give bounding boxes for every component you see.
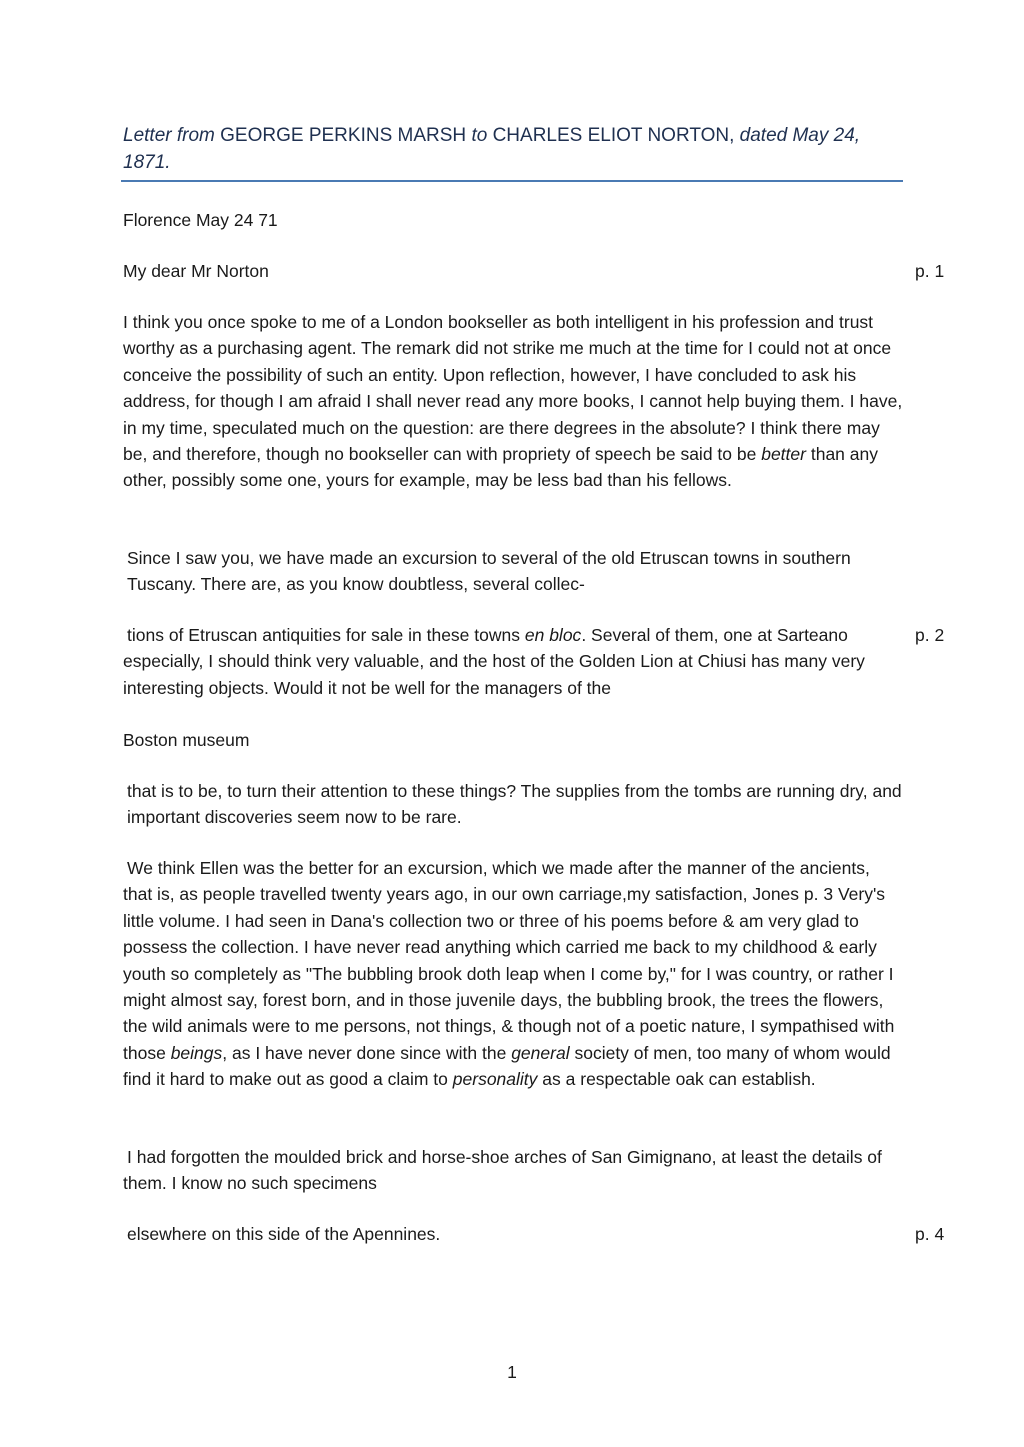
- header-rule: [121, 180, 903, 182]
- header-to: to: [471, 125, 488, 146]
- header-date: dated May 24, 1871.: [123, 125, 861, 173]
- page-marker-2: p. 2: [915, 625, 945, 645]
- paragraph-1: I think you once spoke to me of a London bookseller as both intelligent in his profession and trust worthy as a purchasing agent. The remark did not strike me much at the time for I could not at once conceive the possibility of such an entity. Upon reflection, however, I have concluded to ask his address, for though I am afraid I shall never read any more books, I cannot help buying them. I have, in my time, speculated much on the question: are there degrees in the absolute? I think there may be, and therefore, though no bookseller can with propriety of speech be said to be better than any other, possibly some one, yours for example, may be less bad than his fellows.: [123, 312, 903, 491]
- page-number: 1: [507, 1362, 517, 1382]
- paragraph-7: I had forgotten the moulded brick and horse-shoe arches of San Gimignano, at least the details of them. I know no such specimens: [123, 1147, 882, 1194]
- header-author: GEORGE PERKINS MARSH: [220, 125, 467, 146]
- paragraph-2: Since I saw you, we have made an excursion to several of the old Etruscan towns in southern Tuscany. There are, as you know doubtless, several collec-: [127, 548, 851, 595]
- page-marker-1: p. 1: [915, 261, 945, 281]
- letter-place-date: Florence May 24 71: [123, 210, 278, 230]
- paragraph-5: that is to be, to turn their attention to these things? The supplies from the tombs are running dry, and important discoveries seem now to be rare.: [127, 781, 902, 828]
- paragraph-3: tions of Etruscan antiquities for sale in these towns en bloc. Several of them, one at Sarteano especially, I should think very valuable, and the host of the Golden Lion at Chiusi has many very interesting objects. Would it not be well for the managers of the: [123, 625, 865, 698]
- header-recipient: CHARLES ELIOT NORTON,: [492, 125, 735, 146]
- paragraph-8: elsewhere on this side of the Apennines.: [127, 1224, 441, 1244]
- page-marker-4: p. 4: [915, 1224, 945, 1244]
- paragraph-4: Boston museum: [123, 730, 250, 750]
- document-header: [123, 122, 863, 176]
- paragraph-6: We think Ellen was the better for an excursion, which we made after the manner of the ancients, that is, as people travelled twenty years ago, in our own carriage,my satisfaction, Jones p. 3 Very's little volume. I had seen in Dana's collection two or three of his poems before & am very glad to possess the collection. I have never read anything which carried me back to my childhood & early youth so completely as "The bubbling brook doth leap when I come by," for I was country, or rather I might almost say, forest born, and in those juvenile days, the bubbling brook, the trees the flowers, the wild animals were to me persons, not things, & though not of a poetic nature, I sympathised with those beings, as I have never done since with the general society of men, too many of whom would find it hard to make out as good a claim to personality as a respectable oak can establish.: [123, 858, 895, 1090]
- letter-salutation: My dear Mr Norton: [123, 261, 269, 281]
- header-prefix: Letter from: [123, 125, 215, 146]
